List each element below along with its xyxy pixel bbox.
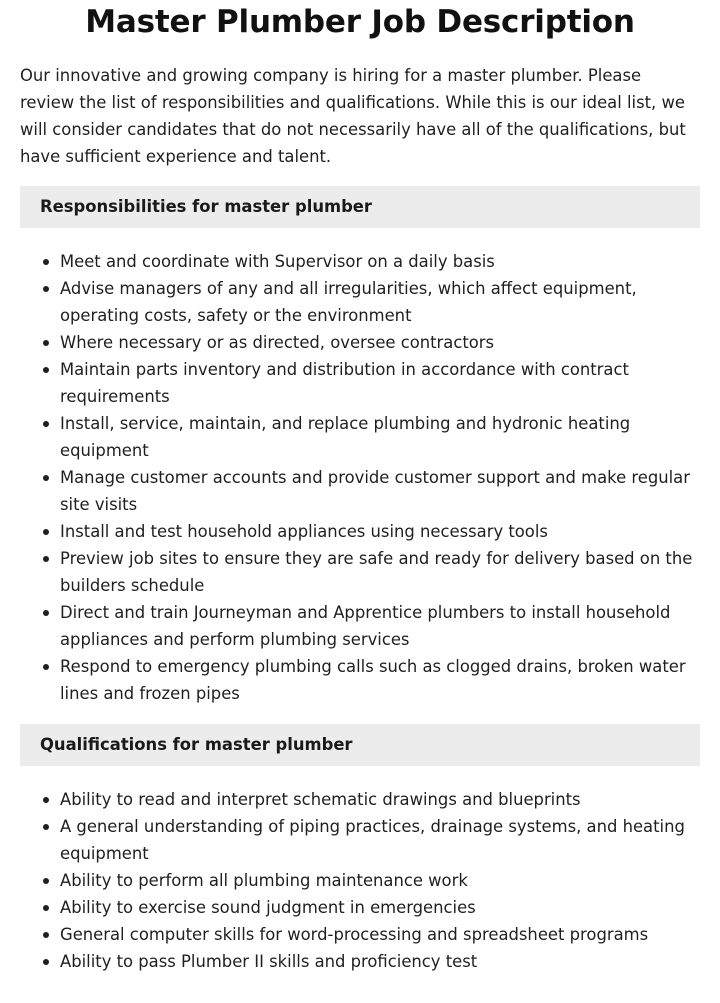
list-item: Maintain parts inventory and distribution in accordance with contract requirements [60,356,700,410]
list-item: A general understanding of piping practices, drainage systems, and heating equipment [60,813,700,867]
list-item: Install, service, maintain, and replace plumbing and hydronic heating equipment [60,410,700,464]
page-title: Master Plumber Job Description [85,4,635,40]
list-item: Ability to perform all plumbing maintenance work [60,867,700,894]
list-item: Direct and train Journeyman and Apprentice plumbers to install household appliances and perform plumbing services [60,599,700,653]
list-item: Manage customer accounts and provide customer support and make regular site visits [60,464,700,518]
responsibilities-heading: Responsibilities for master plumber [20,186,700,228]
list-item: Ability to read and interpret schematic drawings and blueprints [60,786,700,813]
intro-paragraph: Our innovative and growing company is hiring for a master plumber. Please review the list of responsibilities and qualifications. While this is our ideal list, we will consider candidates that do not necessarily have all of the qualifications, but have sufficient experience and talent. [20,66,686,166]
list-item: Install and test household appliances using necessary tools [60,518,700,545]
list-item: Respond to emergency plumbing calls such as clogged drains, broken water lines and frozen pipes [60,653,700,707]
list-item: Meet and coordinate with Supervisor on a daily basis [60,248,700,275]
qualifications-list [20,786,700,975]
list-item: Ability to pass Plumber II skills and proficiency test [60,948,700,975]
list-item: Ability to exercise sound judgment in emergencies [60,894,700,921]
qualifications-heading: Qualifications for master plumber [20,724,700,766]
list-item: General computer skills for word-processing and spreadsheet programs [60,921,700,948]
responsibilities-list [20,248,700,707]
list-item: Where necessary or as directed, oversee contractors [60,329,700,356]
list-item: Preview job sites to ensure they are safe and ready for delivery based on the builders schedule [60,545,700,599]
list-item: Advise managers of any and all irregularities, which affect equipment, operating costs, safety or the environment [60,275,700,329]
